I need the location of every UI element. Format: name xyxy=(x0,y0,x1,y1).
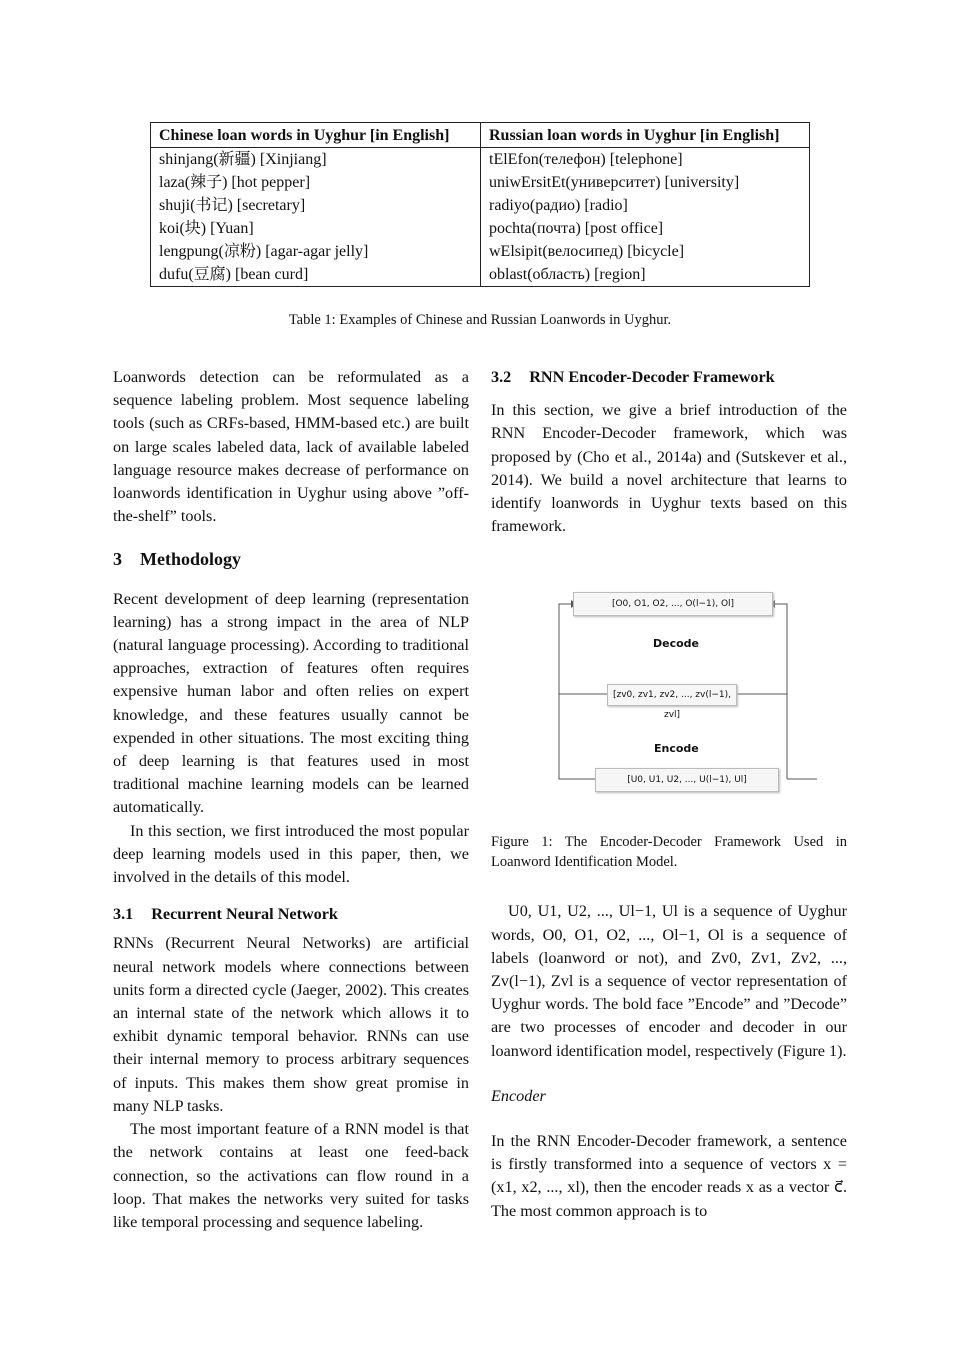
figure-caption: Figure 1: The Encoder-Decoder Framework Used in Loanword Identification Model. xyxy=(491,834,847,871)
subsection-title: Recurrent Neural Network xyxy=(151,905,338,924)
table-caption: Table 1: Examples of Chinese and Russian Loanwords in Uyghur. xyxy=(288,312,672,328)
encoder-paragraph: In the RNN Encoder-Decoder framework, a sentence is firstly transformed into a sequence of vectors x = (x1, x2, ..., xl), then the encoder reads x as a vector c⃗. The most common approach is to xyxy=(491,1132,847,1220)
table-row xyxy=(151,194,810,217)
table-cell: wElsipit(велосипед) [bicycle] xyxy=(489,243,685,260)
table-cell: shinjang(新疆) [Xinjiang] xyxy=(151,148,481,172)
sequence-paragraph: U0, U1, U2, ..., Ul−1, Ul is a sequence of Uyghur words, O0, O1, O2, ..., Ol−1, Ol is a sequence of labels (loanword or not), and Zv0, Zv1, Zv2, ..., Zv(l−1), Zvl is a sequence of vector representation of Uyghur words. The bold face ”Encode” and ”Decode” are two processes of encoder and decoder in our loanword identification model, respectively (Figure 1). xyxy=(491,902,847,1060)
methodology-paragraph-1: Recent development of deep learning (representation learning) has a strong impact in the area of NLP (natural language processing). According to traditional approaches, extraction of features often requires expensive human labor and often relies on expert knowledge, and these features usually cannot be expended in other situations. The most exciting thing of deep learning is that features used in most traditional machine learning models can be learned automatically. xyxy=(113,589,469,817)
encoder-decoder-figure xyxy=(491,582,847,812)
encoder-subheading: Encoder xyxy=(491,1086,546,1105)
table-cell: tElEfon(телефон) [telephone] xyxy=(489,151,683,168)
table-row xyxy=(151,217,810,240)
table-header-chinese: Chinese loan words in Uyghur [in English] xyxy=(151,123,481,148)
subsection-heading xyxy=(491,366,847,389)
table-row xyxy=(151,240,810,263)
table-cell: radiyo(радио) [radio] xyxy=(489,197,628,214)
table-cell: oblast(область) [region] xyxy=(489,266,646,283)
right-feedback-arrow xyxy=(775,604,787,779)
table-cell: koi(块) [Yuan] xyxy=(151,217,481,240)
table-cell: lengpung(凉粉) [agar-agar jelly] xyxy=(151,240,481,263)
loanwords-table xyxy=(150,122,810,287)
table-header-row xyxy=(151,123,810,148)
left-feedback-arrow xyxy=(559,604,595,779)
left-column xyxy=(113,366,469,1234)
table-cell: shuji(书记) [secretary] xyxy=(151,194,481,217)
decoder-output-box: [O0, O1, O2, ..., O(l−1), Ol] xyxy=(573,592,773,616)
vector-representation-box: [zv0, zv1, zv2, ..., zv(l−1), zvl] xyxy=(607,684,737,706)
right-column xyxy=(491,366,847,1223)
table-row xyxy=(151,171,810,194)
table-cell: laza(辣子) [hot pepper] xyxy=(151,171,481,194)
encoder-input-box: [U0, U1, U2, ..., U(l−1), Ul] xyxy=(595,768,779,792)
table-row xyxy=(151,148,810,172)
methodology-paragraph-2: In this section, we first introduced the most popular deep learning models used in this paper, then, we involved in the details of this model. xyxy=(113,821,469,887)
table-header-russian: Russian loan words in Uyghur [in English] xyxy=(481,123,810,148)
rnn-paragraph-2: The most important feature of a RNN model is that the network contains at least one feed-back connection, so the activations can flow round in a loop. That makes the networks very suited for tasks like temporal processing and sequence labeling. xyxy=(113,1120,469,1231)
table-cell: uniwErsitEt(университет) [university] xyxy=(489,174,740,191)
encode-label: Encode xyxy=(654,742,699,756)
subsection-heading xyxy=(113,903,469,926)
subsection-number: 3.1 xyxy=(113,905,134,924)
section-title: Methodology xyxy=(140,549,241,570)
subsection-number: 3.2 xyxy=(491,368,512,386)
intro-paragraph: Loanwords detection can be reformulated as a sequence labeling problem. Most sequence labeling tools (such as CRFs-based, HMM-based etc.) are built on large scales labeled data, lack of available labeled language resource makes decrease of performance on loanwords identification in Uyghur using above ”off-the-shelf” tools. xyxy=(113,368,469,526)
framework-paragraph: In this section, we give a brief introduction of the RNN Encoder-Decoder framework, which was proposed by (Cho et al., 2014a) and (Sutskever et al., 2014). We build a novel architecture that learns to identify loanwords in Uyghur texts based on this framework. xyxy=(491,401,847,536)
table-row xyxy=(151,263,810,287)
rnn-paragraph-1: RNNs (Recurrent Neural Networks) are artificial neural network models where connections between units form a directed cycle (Jaeger, 2002). This creates an internal state of the network which allows it to exhibit dynamic temporal behavior. RNNs can use their internal memory to process arbitrary sequences of inputs. This makes them show great promise in many NLP tasks. xyxy=(113,934,469,1115)
section-number: 3 xyxy=(113,549,122,570)
subsection-title: RNN Encoder-Decoder Framework xyxy=(529,368,775,386)
table-cell: pochta(почта) [post office] xyxy=(489,220,664,237)
section-heading xyxy=(113,548,469,571)
table-cell: dufu(豆腐) [bean curd] xyxy=(151,263,481,287)
decode-label: Decode xyxy=(653,637,700,651)
